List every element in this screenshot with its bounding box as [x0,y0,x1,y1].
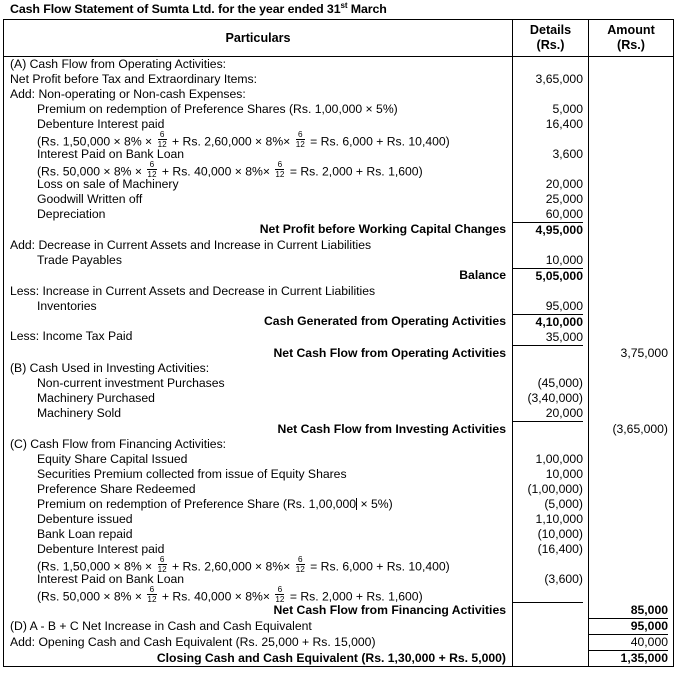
securities-premium-value: 10,000 [545,467,583,481]
trade-payables-label: Trade Payables [37,253,122,267]
particulars-cell [4,346,513,361]
details-cell [513,619,589,635]
add-noncash-expenses-label: Add: Non-operating or Non-cash Expenses: [10,87,246,101]
spacer-line [513,162,583,177]
goodwill-written-off-value: 25,000 [545,192,583,206]
details-cell [513,361,589,422]
fraction-numerator: 6 [158,556,167,565]
fraction-numerator: 6 [296,556,305,565]
amount-cell [589,651,674,667]
amount-cell [589,422,674,437]
bank-loan-interest-calculation [10,587,508,602]
less-increase-current-assets-label: Less: Increase in Current Assets and Decrease in Current Liabilities [10,284,376,298]
details-cell [513,238,589,284]
closing-cash-equivalent-amount: 1,35,000 [620,651,668,665]
fraction-denominator: 12 [295,140,305,149]
section-d-net-increase-amount: 95,000 [589,619,668,635]
noncurrent-investment-purchases-label: Non-current investment Purchases [37,376,225,390]
machinery-purchased-value: (3,40,000) [527,391,583,405]
section-a-heading: (A) Cash Flow from Operating Activities: [10,57,227,71]
cash-generated-operating-label: Cash Generated from Operating Activities [263,314,506,328]
fraction-six-twelfths [296,131,305,149]
depreciation-value: 60,000 [545,207,583,221]
bank-calc-part1: (Rs. 50,000 × 8% × [37,589,146,604]
loss-on-sale-machinery-value: 20,000 [545,177,583,191]
premium-redemption-label: Premium on redemption of Preference Shares (Rs. 1,00,000 × 5%) [37,102,398,116]
details-cell [513,346,589,361]
bank-calc-part2: + Rs. 40,000 × 8%× [158,164,274,179]
interest-paid-bank-loan-financing-value: (3,600) [544,572,583,586]
document-title-prefix: Cash Flow Statement of Sumta Ltd. for the year ended 31 [10,2,341,16]
amount-cell [589,361,674,422]
amount-cell [589,346,674,361]
fraction-denominator: 12 [157,565,167,574]
table-row [4,57,674,239]
column-header-amount-line2: (Rs.) [617,38,645,52]
debenture-calc-part3: = Rs. 6,000 + Rs. 10,400) [306,559,450,574]
net-cash-flow-operating-amount: 3,75,000 [620,346,668,360]
column-header-amount [589,20,674,57]
fraction-denominator: 12 [157,140,167,149]
details-cell [513,284,589,346]
spacer-line [513,557,583,572]
table-row [4,284,674,346]
details-cell [513,651,589,667]
fraction-denominator: 12 [275,595,285,604]
particulars-cell [4,619,513,635]
spacer-line [513,57,583,72]
fraction-six-twelfths [275,161,284,179]
closing-cash-equivalent-label: Closing Cash and Cash Equivalent (Rs. 1,30,000 + Rs. 5,000) [156,651,506,665]
premium-pref-part1: Premium on redemption of Preference Share (Rs. 1,00,000 [37,497,357,511]
details-cell [513,422,589,437]
net-profit-before-wc-changes-label: Net Profit before Working Capital Changes [259,222,506,236]
fraction-numerator: 6 [147,586,156,595]
premium-pref-part2: × 5%) [357,497,393,511]
fraction-six-twelfths [147,161,156,179]
bank-loan-interest-calculation [10,162,508,177]
loss-on-sale-machinery-label: Loss on sale of Machinery [37,177,179,191]
column-header-particulars: Particulars [4,20,513,57]
net-profit-before-wc-changes-value: 4,95,000 [513,222,583,238]
debenture-calc-part1: (Rs. 1,50,000 × 8% × [37,134,156,149]
equity-share-capital-issued-value: 1,00,000 [535,452,583,466]
spacer-line [513,87,583,102]
debenture-calc-part2: + Rs. 2,60,000 × 8%× [168,134,294,149]
bank-calc-part1: (Rs. 50,000 × 8% × [37,164,146,179]
amount-cell [589,635,674,651]
net-profit-before-tax-value: 3,65,000 [535,72,583,86]
fraction-numerator: 6 [296,131,305,140]
table-row [4,635,674,651]
details-cell [513,437,589,603]
document-title [3,0,673,19]
debenture-issued-label: Debenture issued [37,512,133,526]
fraction-denominator: 12 [275,170,285,179]
machinery-sold-label: Machinery Sold [37,406,121,420]
debenture-issued-value: 1,10,000 [535,512,583,526]
table-row [4,619,674,635]
spacer-line [513,422,583,437]
particulars-cell [4,284,513,346]
interest-paid-bank-loan-financing-label: Interest Paid on Bank Loan [37,572,185,586]
premium-redemption-pref-share-value: (5,000) [544,497,583,511]
less-income-tax-paid-label: Less: Income Tax Paid [10,329,133,343]
noncurrent-investment-purchases-value: (45,000) [537,376,583,390]
spacer-line [513,587,583,603]
add-decrease-current-assets-label: Add: Decrease in Current Assets and Increase in Current Liabilities [10,238,372,252]
table-row [4,651,674,667]
premium-redemption-value: 5,000 [552,102,583,116]
debenture-interest-calculation [10,132,508,147]
section-d-net-increase-label: (D) A - B + C Net Increase in Cash and Cash Equivalent [10,619,312,633]
document-title-suffix: March [347,2,387,16]
fraction-denominator: 12 [147,595,157,604]
table-row [4,437,674,603]
fraction-six-twelfths [147,586,156,604]
section-b-heading: (B) Cash Used in Investing Activities: [10,361,210,375]
machinery-purchased-label: Machinery Purchased [37,391,155,405]
machinery-sold-value: 20,000 [513,406,583,422]
table-row [4,422,674,437]
preference-share-redeemed-value: (1,00,000) [527,482,583,496]
spacer-line [513,651,583,666]
interest-paid-bank-loan-label: Interest Paid on Bank Loan [37,147,185,161]
spacer-line [513,603,583,618]
spacer-line [513,635,583,650]
cash-flow-statement-table [3,19,674,667]
cash-generated-operating-value: 4,10,000 [513,314,583,330]
balance-label: Balance [459,268,506,282]
fraction-numerator: 6 [275,161,284,170]
fraction-six-twelfths [158,556,167,574]
spacer-line [513,132,583,147]
fraction-denominator: 12 [147,170,157,179]
details-cell [513,635,589,651]
goodwill-written-off-label: Goodwill Written off [37,192,143,206]
debenture-interest-paid-label: Debenture Interest paid [37,117,165,131]
debenture-calc-part1: (Rs. 1,50,000 × 8% × [37,559,156,574]
spacer-line [513,284,583,299]
particulars-cell [4,651,513,667]
fraction-numerator: 6 [158,131,167,140]
net-cash-flow-investing-amount: (3,65,000) [612,422,668,436]
net-cash-flow-financing-label: Net Cash Flow from Financing Activities [273,603,506,617]
balance-value: 5,05,000 [513,268,583,284]
particulars-cell [4,361,513,422]
amount-cell [589,57,674,239]
spacer-line [513,361,583,376]
column-header-details-line2: (Rs.) [536,38,565,52]
net-cash-flow-operating-label: Net Cash Flow from Operating Activities [273,346,506,360]
premium-redemption-pref-share-label [10,497,508,512]
particulars-cell [4,422,513,437]
bank-calc-part3: = Rs. 2,000 + Rs. 1,600) [286,589,423,604]
bank-calc-part3: = Rs. 2,000 + Rs. 1,600) [286,164,423,179]
equity-share-capital-issued-label: Equity Share Capital Issued [37,452,188,466]
spacer-line [513,346,583,361]
fraction-numerator: 6 [275,586,284,595]
document-title-ordinal-suffix: st [340,0,348,10]
amount-cell [589,603,674,619]
bank-loan-repaid-label: Bank Loan repaid [37,527,133,541]
opening-cash-equivalent-amount: 40,000 [589,635,668,651]
debenture-interest-paid-financing-label: Debenture Interest paid [37,542,165,556]
spacer-line [513,238,583,253]
table-row [4,346,674,361]
debenture-calc-part2: + Rs. 2,60,000 × 8%× [168,559,294,574]
column-header-details-line1: Details [529,23,572,37]
debenture-interest-calculation [10,557,508,572]
interest-paid-bank-loan-value: 3,600 [552,147,583,161]
table-row [4,603,674,619]
debenture-calc-part3: = Rs. 6,000 + Rs. 10,400) [306,134,450,149]
details-cell [513,603,589,619]
particulars-cell [4,238,513,284]
less-income-tax-paid-value: 35,000 [513,330,583,346]
spacer-line [513,619,583,634]
net-profit-before-tax-label: Net Profit before Tax and Extraordinary Items: [10,72,258,86]
net-cash-flow-financing-amount: 85,000 [589,603,668,619]
trade-payables-value: 10,000 [545,253,583,267]
particulars-cell [4,635,513,651]
bank-loan-repaid-value: (10,000) [537,527,583,541]
amount-cell [589,437,674,603]
preference-share-redeemed-label: Preference Share Redeemed [37,482,196,496]
debenture-interest-paid-value: 16,400 [545,117,583,131]
spacer-line [513,437,583,452]
depreciation-label: Depreciation [37,207,106,221]
particulars-cell [4,437,513,603]
column-header-amount-line1: Amount [607,23,655,37]
details-cell [513,57,589,239]
debenture-interest-paid-financing-value: (16,400) [537,542,583,556]
opening-cash-equivalent-label: Add: Opening Cash and Cash Equivalent (Rs. 25,000 + Rs. 15,000) [10,635,376,649]
securities-premium-label: Securities Premium collected from issue of Equity Shares [37,467,347,481]
table-row [4,361,674,422]
fraction-six-twelfths [158,131,167,149]
inventories-label: Inventories [37,299,97,313]
bank-calc-part2: + Rs. 40,000 × 8%× [158,589,274,604]
table-row [4,238,674,284]
inventories-value: 95,000 [545,299,583,313]
amount-cell [589,238,674,284]
particulars-cell [4,57,513,239]
particulars-cell [4,603,513,619]
fraction-six-twelfths [275,586,284,604]
fraction-numerator: 6 [147,161,156,170]
fraction-denominator: 12 [295,565,305,574]
column-header-details [513,20,589,57]
amount-cell [589,619,674,635]
amount-cell [589,284,674,346]
fraction-six-twelfths [296,556,305,574]
table-header-row [4,20,674,57]
net-cash-flow-investing-label: Net Cash Flow from Investing Activities [277,422,506,436]
section-c-heading: (C) Cash Flow from Financing Activities: [10,437,227,451]
